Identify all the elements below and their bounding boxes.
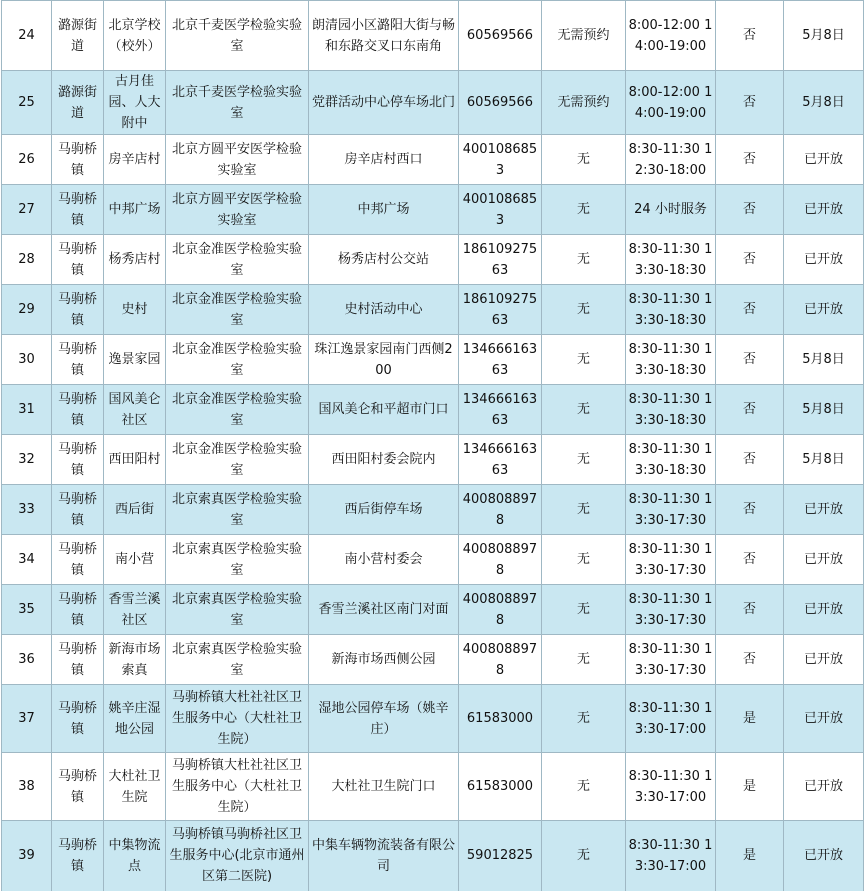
- village-cell: 杨秀店村: [104, 235, 166, 285]
- village-cell: 大杜社卫生院: [104, 753, 166, 821]
- table-row: [2, 385, 864, 435]
- town-cell: 马驹桥镇: [52, 585, 104, 635]
- village-cell: 北京学校（校外）: [104, 1, 166, 71]
- town-cell: 马驹桥镇: [52, 535, 104, 585]
- village-cell: 香雪兰溪社区: [104, 585, 166, 635]
- table-row: [2, 1, 864, 71]
- village-cell: 国风美仑社区: [104, 385, 166, 435]
- phone-cell: 4008088978: [459, 535, 542, 585]
- hours-cell: 8:30-11:30 13:30-18:30: [626, 435, 716, 485]
- open-date-cell: 5月8日: [784, 1, 864, 71]
- village-cell: 西田阳村: [104, 435, 166, 485]
- lab-cell: 北京金准医学检验实验室: [166, 435, 309, 485]
- village-cell: 房辛店村: [104, 135, 166, 185]
- site-cell: 新海市场西侧公园: [309, 635, 459, 685]
- town-cell: 马驹桥镇: [52, 435, 104, 485]
- hours-cell: 8:30-11:30 13:30-17:30: [626, 585, 716, 635]
- table-row: [2, 335, 864, 385]
- town-cell: 马驹桥镇: [52, 635, 104, 685]
- site-cell: 大杜社卫生院门口: [309, 753, 459, 821]
- row-number: 26: [2, 135, 52, 185]
- booking-cell: 无: [542, 821, 626, 891]
- table-row: [2, 485, 864, 535]
- booking-cell: 无: [542, 235, 626, 285]
- town-cell: 马驹桥镇: [52, 385, 104, 435]
- open-date-cell: 已开放: [784, 285, 864, 335]
- hours-cell: 8:30-11:30 13:30-17:00: [626, 821, 716, 891]
- booking-cell: 无: [542, 585, 626, 635]
- town-cell: 马驹桥镇: [52, 235, 104, 285]
- lab-cell: 北京金准医学检验实验室: [166, 285, 309, 335]
- open-date-cell: 5月8日: [784, 335, 864, 385]
- fee-cell: 否: [716, 135, 784, 185]
- lab-cell: 北京金准医学检验实验室: [166, 335, 309, 385]
- fee-cell: 否: [716, 1, 784, 71]
- phone-cell: 4001086853: [459, 185, 542, 235]
- open-date-cell: 已开放: [784, 235, 864, 285]
- village-cell: 史村: [104, 285, 166, 335]
- row-number: 29: [2, 285, 52, 335]
- booking-cell: 无: [542, 385, 626, 435]
- lab-cell: 北京金准医学检验实验室: [166, 235, 309, 285]
- town-cell: 马驹桥镇: [52, 485, 104, 535]
- site-cell: 香雪兰溪社区南门对面: [309, 585, 459, 635]
- booking-cell: 无: [542, 485, 626, 535]
- village-cell: 姚辛庄湿地公园: [104, 685, 166, 753]
- booking-cell: 无: [542, 435, 626, 485]
- booking-cell: 无: [542, 635, 626, 685]
- open-date-cell: 已开放: [784, 635, 864, 685]
- phone-cell: 18610927563: [459, 235, 542, 285]
- row-number: 28: [2, 235, 52, 285]
- town-cell: 马驹桥镇: [52, 335, 104, 385]
- row-number: 38: [2, 753, 52, 821]
- open-date-cell: 已开放: [784, 485, 864, 535]
- town-cell: 马驹桥镇: [52, 135, 104, 185]
- village-cell: 南小营: [104, 535, 166, 585]
- row-number: 25: [2, 71, 52, 135]
- booking-cell: 无: [542, 135, 626, 185]
- phone-cell: 4008088978: [459, 485, 542, 535]
- fee-cell: 否: [716, 285, 784, 335]
- open-date-cell: 5月8日: [784, 385, 864, 435]
- row-number: 24: [2, 1, 52, 71]
- town-cell: 马驹桥镇: [52, 821, 104, 891]
- table-row: [2, 235, 864, 285]
- town-cell: 潞源街道: [52, 1, 104, 71]
- testing-sites-table: [1, 0, 864, 891]
- fee-cell: 是: [716, 685, 784, 753]
- fee-cell: 否: [716, 485, 784, 535]
- lab-cell: 北京索真医学检验实验室: [166, 485, 309, 535]
- site-cell: 朗清园小区潞阳大街与畅和东路交叉口东南角: [309, 1, 459, 71]
- hours-cell: 8:30-11:30 13:30-18:30: [626, 285, 716, 335]
- lab-cell: 北京方圆平安医学检验实验室: [166, 135, 309, 185]
- village-cell: 西后街: [104, 485, 166, 535]
- row-number: 39: [2, 821, 52, 891]
- fee-cell: 否: [716, 335, 784, 385]
- phone-cell: 60569566: [459, 71, 542, 135]
- site-cell: 西后街停车场: [309, 485, 459, 535]
- open-date-cell: 5月8日: [784, 435, 864, 485]
- site-cell: 南小营村委会: [309, 535, 459, 585]
- lab-cell: 北京索真医学检验实验室: [166, 635, 309, 685]
- hours-cell: 8:00-12:00 14:00-19:00: [626, 1, 716, 71]
- row-number: 37: [2, 685, 52, 753]
- site-cell: 党群活动中心停车场北门: [309, 71, 459, 135]
- booking-cell: 无: [542, 753, 626, 821]
- hours-cell: 8:30-11:30 13:30-17:00: [626, 753, 716, 821]
- village-cell: 中集物流点: [104, 821, 166, 891]
- fee-cell: 否: [716, 185, 784, 235]
- lab-cell: 北京金准医学检验实验室: [166, 385, 309, 435]
- phone-cell: 61583000: [459, 753, 542, 821]
- site-cell: 西田阳村委会院内: [309, 435, 459, 485]
- phone-cell: 18610927563: [459, 285, 542, 335]
- hours-cell: 8:30-11:30 13:30-18:30: [626, 335, 716, 385]
- fee-cell: 否: [716, 235, 784, 285]
- phone-cell: 13466616363: [459, 335, 542, 385]
- table-row: [2, 585, 864, 635]
- site-cell: 杨秀店村公交站: [309, 235, 459, 285]
- fee-cell: 否: [716, 635, 784, 685]
- table-row: [2, 135, 864, 185]
- row-number: 31: [2, 385, 52, 435]
- site-cell: 房辛店村西口: [309, 135, 459, 185]
- hours-cell: 8:30-11:30 13:30-17:30: [626, 535, 716, 585]
- hours-cell: 8:30-11:30 13:30-17:00: [626, 685, 716, 753]
- site-cell: 中集车辆物流装备有限公司: [309, 821, 459, 891]
- village-cell: 古月佳园、人大附中: [104, 71, 166, 135]
- row-number: 32: [2, 435, 52, 485]
- open-date-cell: 已开放: [784, 685, 864, 753]
- phone-cell: 4008088978: [459, 585, 542, 635]
- fee-cell: 否: [716, 585, 784, 635]
- open-date-cell: 已开放: [784, 585, 864, 635]
- town-cell: 马驹桥镇: [52, 285, 104, 335]
- table-row: [2, 635, 864, 685]
- phone-cell: 13466616363: [459, 435, 542, 485]
- table-row: [2, 71, 864, 135]
- site-cell: 湿地公园停车场（姚辛庄）: [309, 685, 459, 753]
- table-row: [2, 185, 864, 235]
- fee-cell: 否: [716, 71, 784, 135]
- fee-cell: 是: [716, 753, 784, 821]
- lab-cell: 马驹桥镇大杜社社区卫生服务中心（大杜社卫生院）: [166, 753, 309, 821]
- hours-cell: 8:00-12:00 14:00-19:00: [626, 71, 716, 135]
- row-number: 33: [2, 485, 52, 535]
- fee-cell: 否: [716, 535, 784, 585]
- lab-cell: 北京千麦医学检验实验室: [166, 71, 309, 135]
- row-number: 30: [2, 335, 52, 385]
- site-cell: 国风美仑和平超市门口: [309, 385, 459, 435]
- lab-cell: 北京索真医学检验实验室: [166, 535, 309, 585]
- booking-cell: 无需预约: [542, 1, 626, 71]
- open-date-cell: 已开放: [784, 753, 864, 821]
- fee-cell: 是: [716, 821, 784, 891]
- table-row: [2, 285, 864, 335]
- booking-cell: 无: [542, 335, 626, 385]
- phone-cell: 13466616363: [459, 385, 542, 435]
- phone-cell: 61583000: [459, 685, 542, 753]
- hours-cell: 8:30-11:30 13:30-18:30: [626, 385, 716, 435]
- phone-cell: 4008088978: [459, 635, 542, 685]
- town-cell: 马驹桥镇: [52, 753, 104, 821]
- lab-cell: 北京千麦医学检验实验室: [166, 1, 309, 71]
- fee-cell: 否: [716, 435, 784, 485]
- village-cell: 新海市场索真: [104, 635, 166, 685]
- phone-cell: 59012825: [459, 821, 542, 891]
- table-row: [2, 435, 864, 485]
- lab-cell: 北京索真医学检验实验室: [166, 585, 309, 635]
- site-cell: 史村活动中心: [309, 285, 459, 335]
- site-cell: 珠江逸景家园南门西侧200: [309, 335, 459, 385]
- booking-cell: 无: [542, 535, 626, 585]
- booking-cell: 无: [542, 285, 626, 335]
- hours-cell: 8:30-11:30 12:30-18:00: [626, 135, 716, 185]
- booking-cell: 无: [542, 685, 626, 753]
- hours-cell: 8:30-11:30 13:30-17:30: [626, 485, 716, 535]
- village-cell: 中邦广场: [104, 185, 166, 235]
- table-row: [2, 753, 864, 821]
- table-body: [2, 1, 864, 891]
- open-date-cell: 已开放: [784, 821, 864, 891]
- fee-cell: 否: [716, 385, 784, 435]
- row-number: 27: [2, 185, 52, 235]
- site-cell: 中邦广场: [309, 185, 459, 235]
- booking-cell: 无需预约: [542, 71, 626, 135]
- hours-cell: 8:30-11:30 13:30-18:30: [626, 235, 716, 285]
- table-row: [2, 685, 864, 753]
- town-cell: 马驹桥镇: [52, 685, 104, 753]
- hours-cell: 8:30-11:30 13:30-17:30: [626, 635, 716, 685]
- row-number: 36: [2, 635, 52, 685]
- phone-cell: 60569566: [459, 1, 542, 71]
- open-date-cell: 5月8日: [784, 71, 864, 135]
- phone-cell: 4001086853: [459, 135, 542, 185]
- lab-cell: 马驹桥镇马驹桥社区卫生服务中心(北京市通州区第二医院): [166, 821, 309, 891]
- town-cell: 潞源街道: [52, 71, 104, 135]
- row-number: 34: [2, 535, 52, 585]
- lab-cell: 北京方圆平安医学检验实验室: [166, 185, 309, 235]
- town-cell: 马驹桥镇: [52, 185, 104, 235]
- open-date-cell: 已开放: [784, 185, 864, 235]
- village-cell: 逸景家园: [104, 335, 166, 385]
- table-row: [2, 821, 864, 891]
- table-row: [2, 535, 864, 585]
- lab-cell: 马驹桥镇大杜社社区卫生服务中心（大杜社卫生院）: [166, 685, 309, 753]
- booking-cell: 无: [542, 185, 626, 235]
- open-date-cell: 已开放: [784, 135, 864, 185]
- hours-cell: 24 小时服务: [626, 185, 716, 235]
- open-date-cell: 已开放: [784, 535, 864, 585]
- row-number: 35: [2, 585, 52, 635]
